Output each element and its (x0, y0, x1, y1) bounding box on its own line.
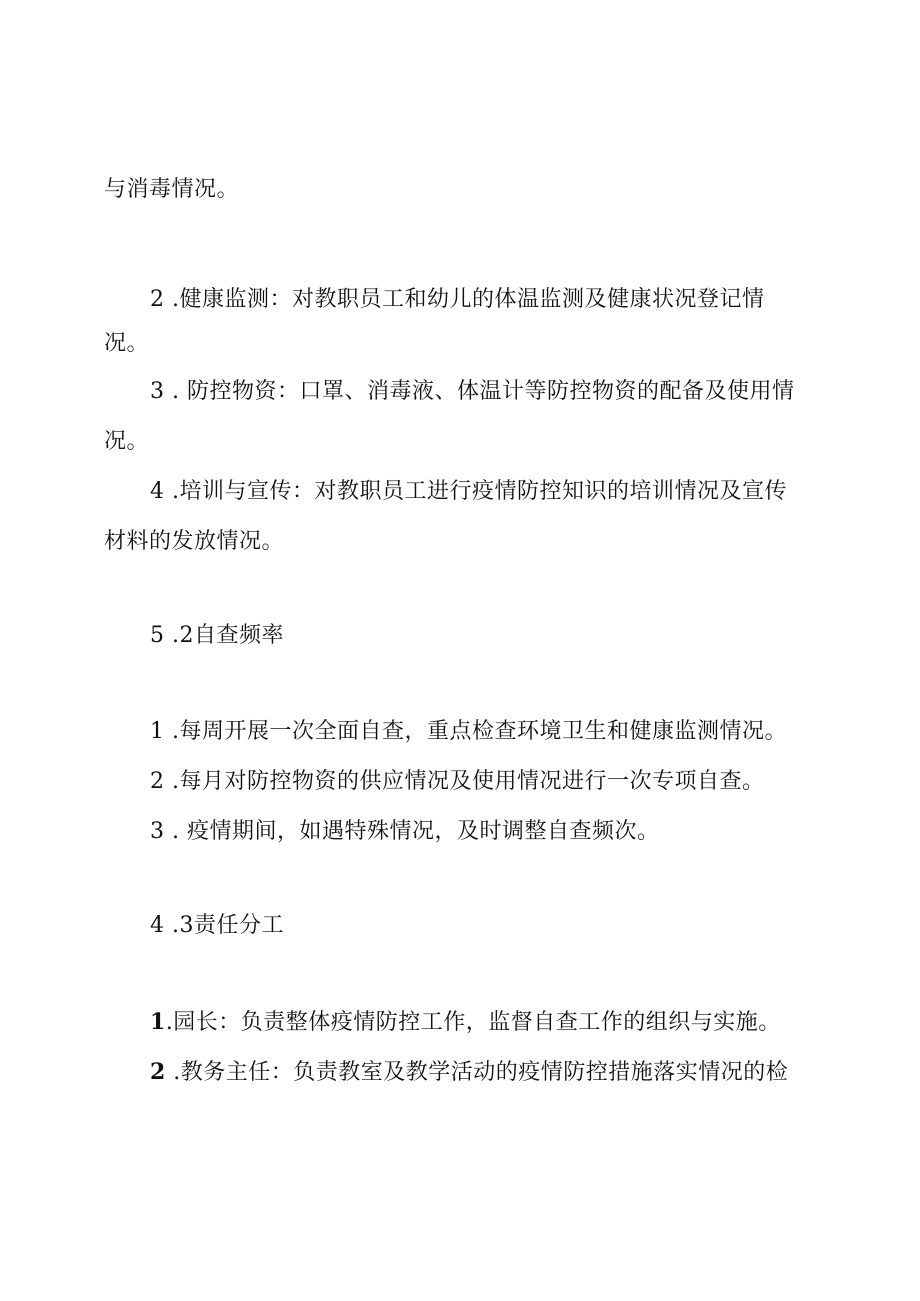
list-number: 1 (150, 1009, 166, 1035)
section-heading-responsibility: 4 .3责任分工 (150, 913, 284, 938)
list-item-health-monitoring: 2 .健康监测：对教职员工和幼儿的体温监测及健康状况登记情 (150, 287, 765, 312)
list-item-epidemic: 3 . 疫情期间，如遇特殊情况，及时调整自查频次。 (150, 819, 660, 844)
section-heading-frequency: 5 .2自查频率 (150, 623, 284, 648)
list-item-training: 4 .培训与宣传：对教职员工进行疫情防控知识的培训情况及宣传 (150, 479, 787, 504)
paragraph-line: 况。 (104, 429, 150, 454)
list-item-supplies: 3 . 防控物资：口罩、消毒液、体温计等防控物资的配备及使用情 (150, 379, 795, 404)
paragraph-line: 与消毒情况。 (104, 177, 240, 202)
list-text: .园长：负责整体疫情防控工作，监督自查工作的组织与实施。 (165, 1010, 781, 1035)
paragraph-line: 材料的发放情况。 (104, 529, 285, 554)
list-item-monthly: 2 .每月对防控物资的供应情况及使用情况进行一次专项自查。 (150, 769, 765, 794)
list-item-weekly: 1 .每周开展一次全面自查，重点检查环境卫生和健康监测情况。 (150, 719, 787, 744)
paragraph-line: 况。 (104, 331, 150, 356)
list-item-academic-director (150, 1056, 788, 1089)
list-number: 2 (150, 1059, 166, 1085)
list-item-principal (150, 1006, 781, 1039)
list-text: .教务主任：负责教室及教学活动的疫情防控措施落实情况的检 (165, 1060, 789, 1085)
